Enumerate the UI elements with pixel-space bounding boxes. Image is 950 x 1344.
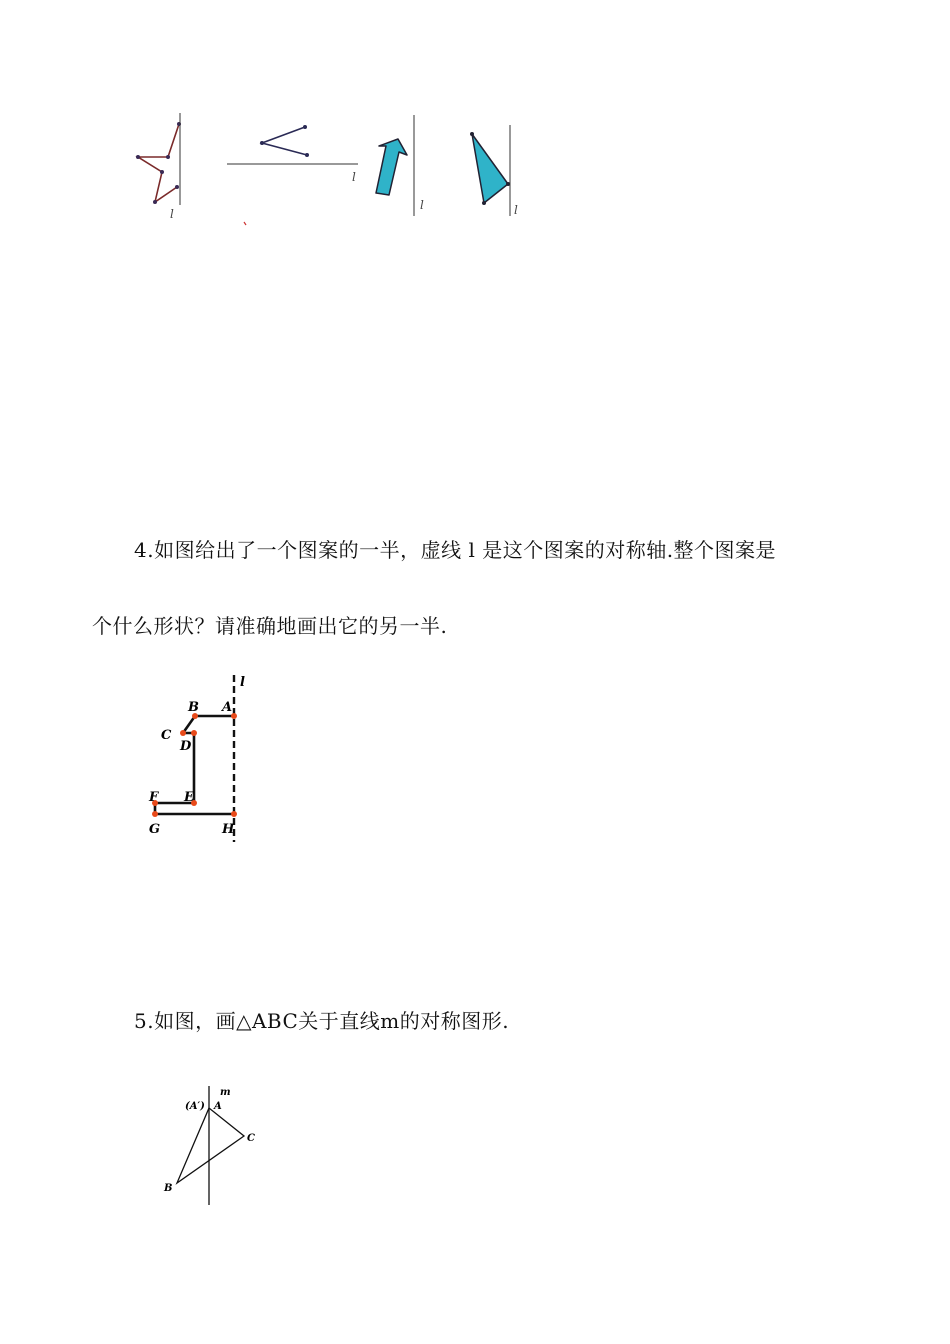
point-H-label: H — [222, 822, 235, 837]
a-prime-label: (A′) — [185, 1101, 205, 1112]
point-C-label: C — [161, 728, 172, 743]
triangle-shape — [472, 134, 508, 203]
point-A-label: A — [222, 700, 233, 715]
angle-axis-label: l — [352, 170, 356, 184]
half-star-shape — [136, 122, 181, 204]
triangle-abc — [177, 1108, 244, 1183]
arrow-shape — [376, 139, 407, 195]
triangle-abc-figure — [150, 1080, 290, 1210]
axis-l-label: l — [240, 675, 245, 690]
point-F-label: F — [149, 790, 159, 805]
symmetry-shapes-figure — [120, 105, 540, 235]
problem4-text-line2: 个什么形状？请准确地画出它的另一半. — [92, 614, 448, 638]
point-D-label: D — [180, 739, 192, 754]
half-pattern-figure — [140, 670, 270, 850]
problem5-text: 5.如图，画△ABC关于直线m的对称图形. — [134, 1009, 510, 1033]
point-G-label: G — [149, 822, 161, 837]
vertex-B-label: B — [164, 1183, 173, 1194]
triangle-axis-label: l — [514, 203, 518, 217]
stray-mark — [244, 222, 246, 225]
vertex-C-label: C — [247, 1133, 255, 1144]
problem4-text-line1: 4.如图给出了一个图案的一半，虚线 l 是这个图案的对称轴.整个图案是 — [134, 538, 777, 562]
arrow-axis-label: l — [420, 198, 424, 212]
axis-m-label: m — [220, 1087, 231, 1098]
point-E-label: E — [184, 790, 194, 805]
vertex-A-label: A — [214, 1101, 222, 1112]
star-axis-label: l — [170, 207, 174, 221]
angle-shape — [260, 125, 309, 157]
point-B-label: B — [188, 700, 199, 715]
